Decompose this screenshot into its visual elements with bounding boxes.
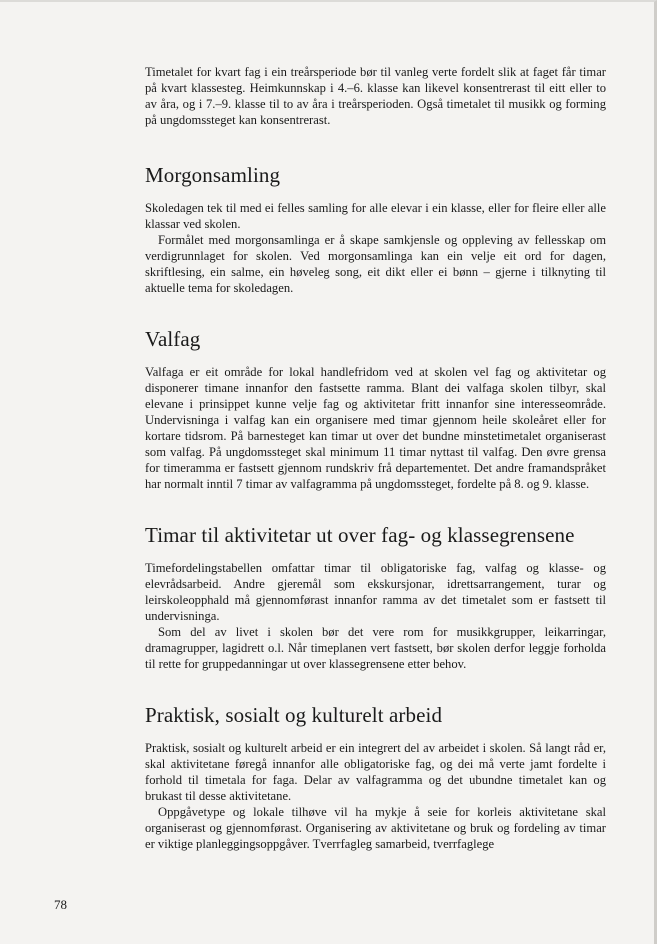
- intro-block: [145, 64, 606, 128]
- paragraph: Som del av livet i skolen bør det vere rom for musikkgrupper, leikarringar, dramagrupper, lagidrett o.l. Når timeplanen vert fastsett, bør skolen derfor leggje forholda til rette for gruppedanningar ut over klassegrensene etter behov.: [145, 625, 606, 671]
- section-heading: Timar til aktivitetar ut over fag- og klassegrensene: [145, 523, 575, 547]
- paragraph: Skoledagen tek til med ei felles samling for alle elevar i ein klasse, eller for fleire eller alle klassar ved skolen.: [145, 201, 606, 231]
- paragraph: Timetalet for kvart fag i ein treårsperiode bør til vanleg verte fordelt slik at faget får timar på kvart klassesteg. Heimkunnskap i 4.–6. klasse kan likevel konsentrerast til eitt eller to av åra, og i 7.–9. klasse til to av åra i treårsperioden. Også timetalet til musikk og forming på ungdomssteget kan konsentrerast.: [145, 65, 606, 127]
- section-heading: Valfag: [145, 327, 201, 351]
- section-heading: Praktisk, sosialt og kulturelt arbeid: [145, 703, 443, 727]
- section-heading: Morgonsamling: [145, 163, 281, 187]
- section-morgonsamling: [145, 162, 606, 296]
- paragraph: Timefordelingstabellen omfattar timar til obligatoriske fag, valfag og klasse- og elevrådsarbeid. Andre gjeremål som ekskursjonar, idrettsarrangement, turar og leirskoleopphald må gjennomførast innanfor ramma av det timetalet som er fastsett til undervisninga.: [145, 561, 606, 623]
- section-praktisk-sosialt-kulturelt: [145, 702, 606, 852]
- paragraph: Valfaga er eit område for lokal handlefridom ved at skolen vel fag og aktivitetar og disponerer timane innanfor den fastsette ramma. Blant dei valfaga skolen tilbyr, skal elevane i prinsippet kunne velje fag og aktivitetar fritt innanfor sine interesseområde. Undervisninga i valfag kan ein organisere med timar gjennom heile skoleåret eller for kortare tidsrom. På barnesteget kan timar ut over det bundne minstetimetalet organiserast som valfag. På ungdomssteget skal minimum 11 timar nyttast til valfag. Den øvre grensa for timeramma er fastsett gjennom rundskriv frå departementet. Det andre framandspråket har normalt inntil 7 timar av valfagramma på ungdomssteget, fordelte på 8. og 9. klasse.: [145, 365, 606, 491]
- section-timar-til-aktivitetar: [145, 522, 606, 672]
- paragraph: Oppgåvetype og lokale tilhøve vil ha mykje å seie for korleis aktivitetane skal organiserast og gjennomførast. Organisering av aktivitetane og bruk og fordeling av timar er viktige planleggingsoppgåver. Tverrfagleg samarbeid, tverrfaglege: [145, 805, 606, 851]
- page-number: 78: [54, 897, 67, 912]
- text-column: [145, 64, 606, 852]
- paragraph: Praktisk, sosialt og kulturelt arbeid er ein integrert del av arbeidet i skolen. Så langt råd er, skal aktivitetane føregå innanfor alle obligatoriske fag, og dei må verte jamt fordelte i forhold til timetala for faga. Delar av valfagramma og det ubundne timetalet kan og brukast til desse aktivitetane.: [145, 741, 606, 803]
- section-valfag: [145, 326, 606, 492]
- paragraph: Formålet med morgonsamlinga er å skape samkjensle og oppleving av fellesskap om verdigrunnlaget for skolen. Ved morgonsamlinga kan ein velje eit ord for dagen, skriftlesing, ein salme, ein høveleg song, eit dikt eller ei bønn – gjerne i tilknyting til aktuelle tema for skoledagen.: [145, 233, 606, 295]
